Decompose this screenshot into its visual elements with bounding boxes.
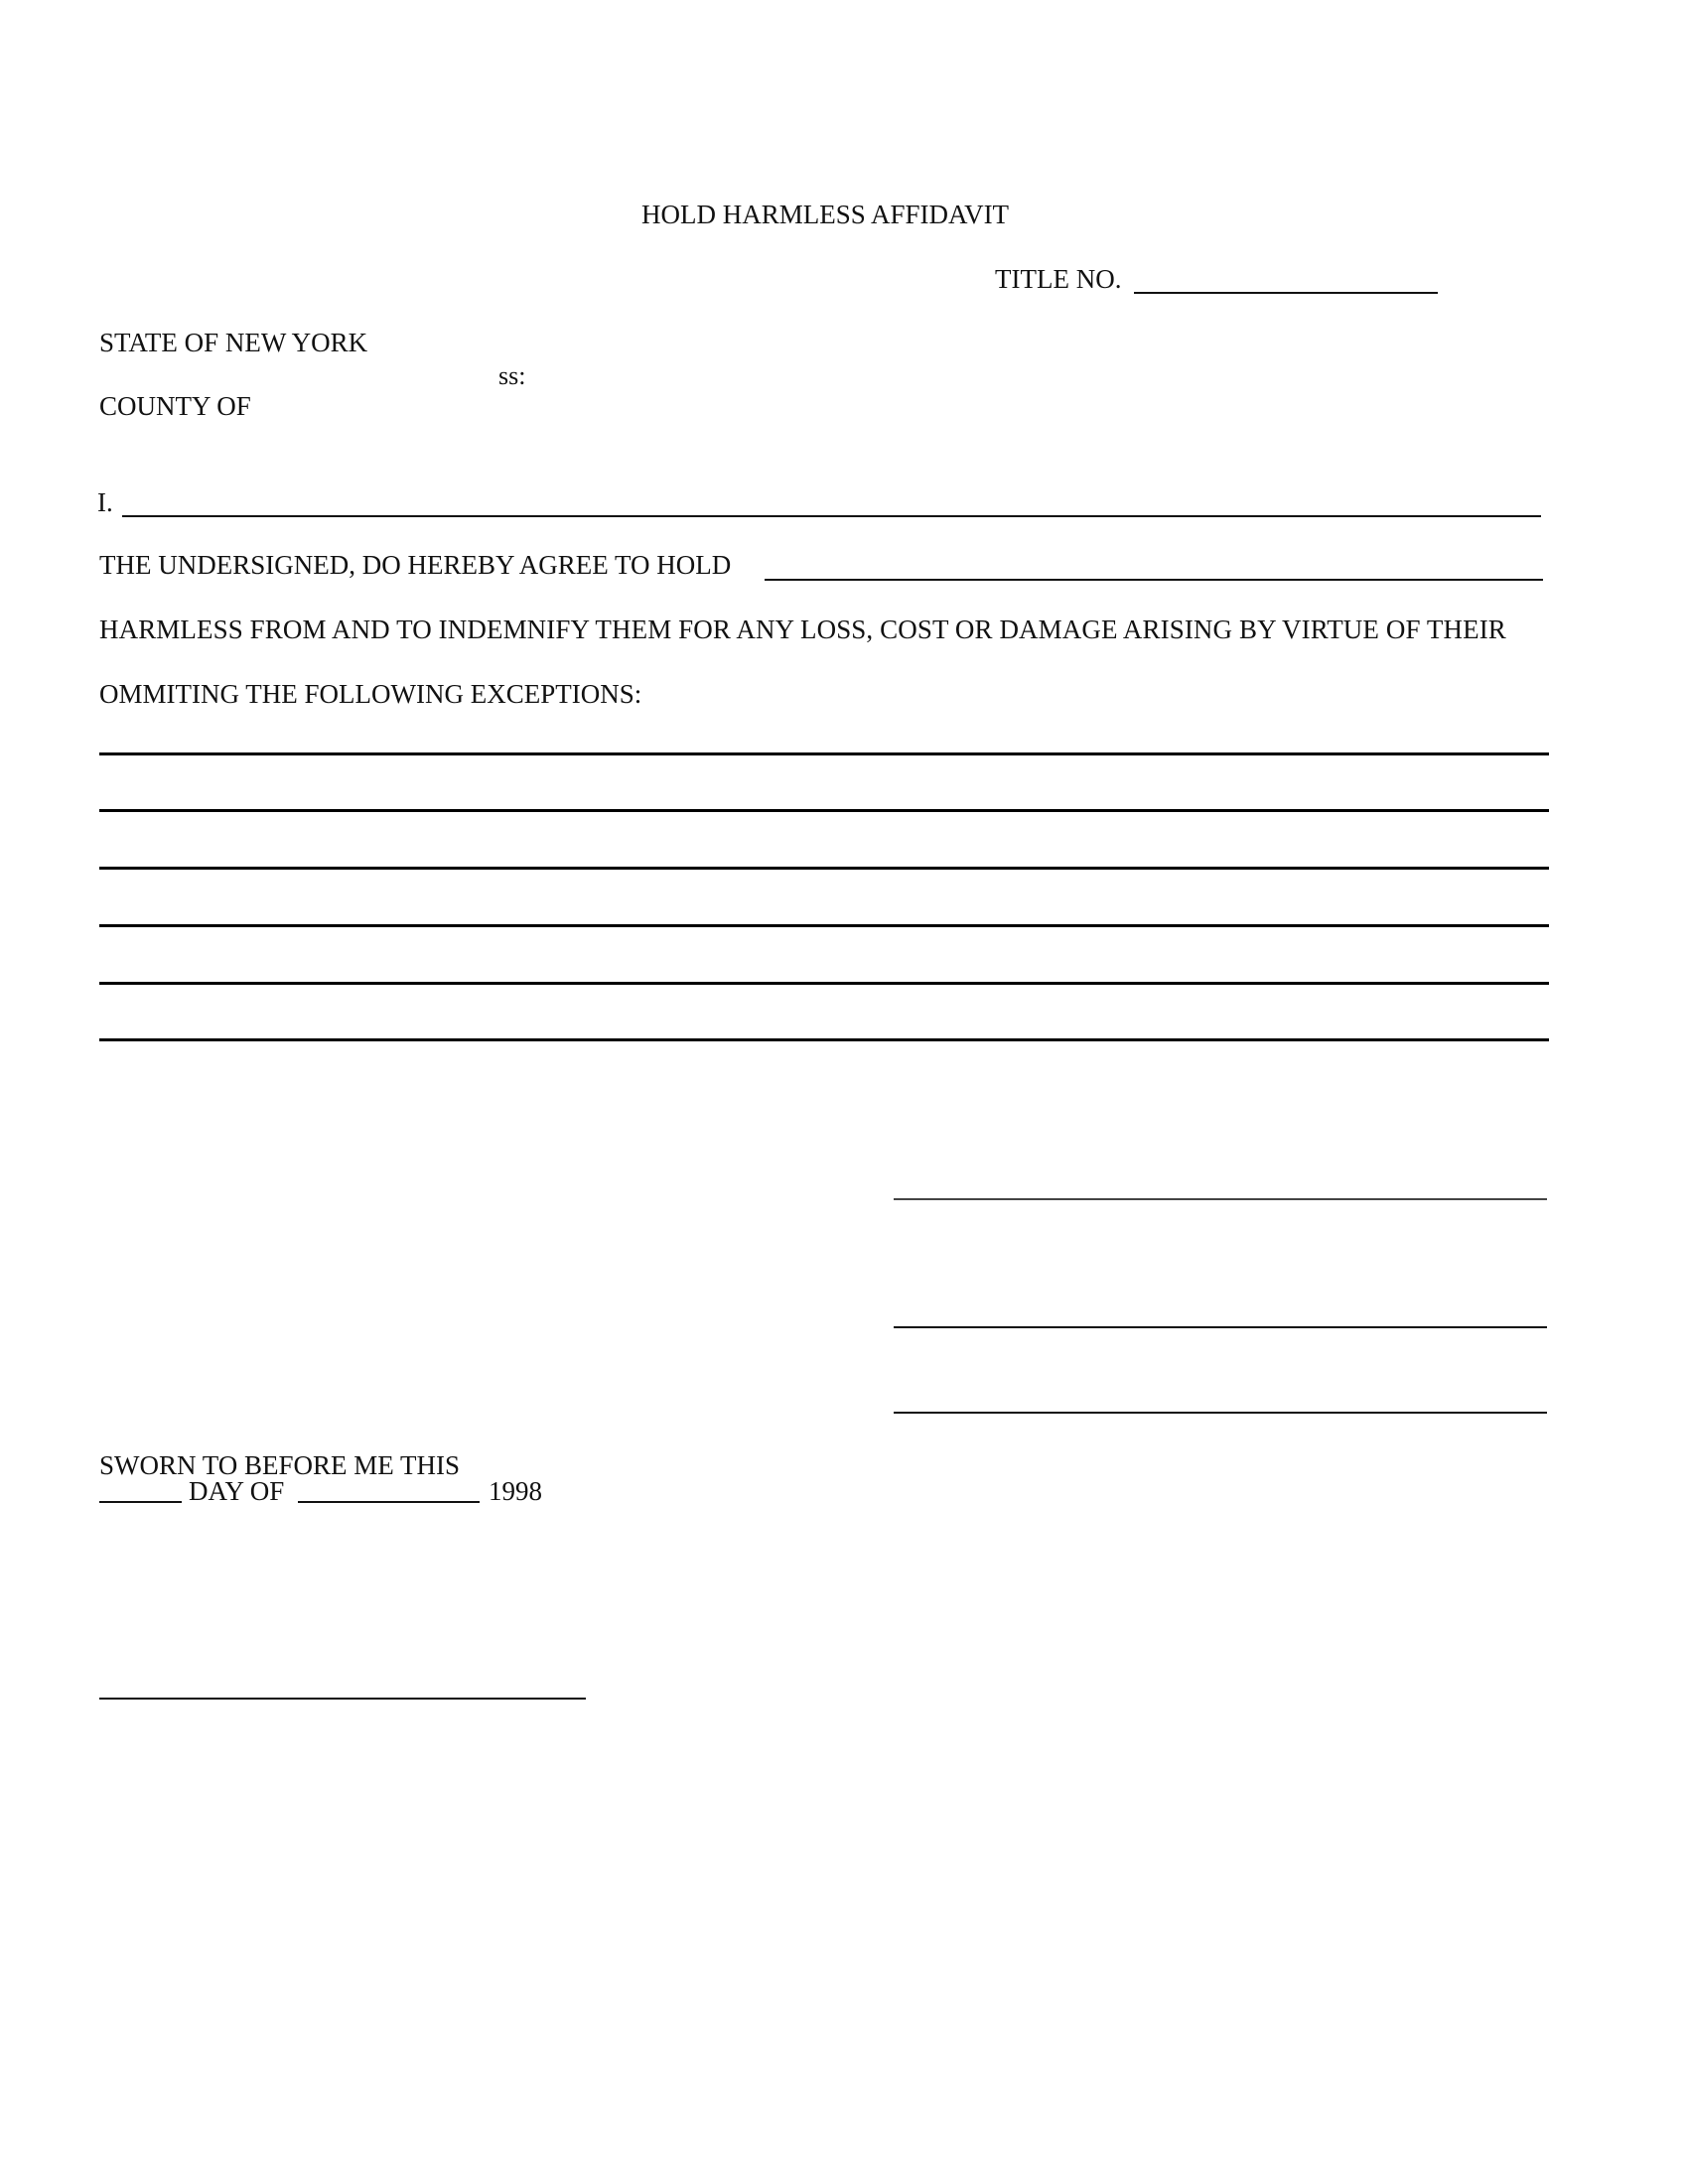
signature-line-3[interactable] xyxy=(894,1412,1547,1414)
agree-to-hold-text: THE UNDERSIGNED, DO HEREBY AGREE TO HOLD xyxy=(99,550,732,580)
indemnified-party-field[interactable] xyxy=(765,579,1543,581)
jurat-year: 1998 xyxy=(489,1476,542,1506)
exception-line-1[interactable] xyxy=(99,752,1549,755)
state-label: STATE OF NEW YORK xyxy=(99,328,368,357)
ss-label: ss: xyxy=(498,361,526,390)
affiant-name-field[interactable] xyxy=(122,515,1541,517)
signature-line-1[interactable] xyxy=(894,1198,1547,1200)
exception-line-4[interactable] xyxy=(99,924,1549,927)
notary-signature-line[interactable] xyxy=(99,1698,586,1700)
day-of-label: DAY OF xyxy=(189,1476,285,1506)
line-i-prefix: I. xyxy=(97,487,113,517)
exception-line-3[interactable] xyxy=(99,867,1549,870)
signature-line-2[interactable] xyxy=(894,1326,1547,1328)
exception-line-5[interactable] xyxy=(99,982,1549,985)
county-label: COUNTY OF xyxy=(99,391,251,421)
title-no-label: TITLE NO. xyxy=(995,264,1122,294)
exception-line-6[interactable] xyxy=(99,1038,1549,1041)
document-title: HOLD HARMLESS AFFIDAVIT xyxy=(641,200,1010,229)
exceptions-heading: OMMITING THE FOLLOWING EXCEPTIONS: xyxy=(99,679,642,709)
indemnify-clause: HARMLESS FROM AND TO INDEMNIFY THEM FOR ANY LOSS, COST OR DAMAGE ARISING BY VIRTUE OF THEIR xyxy=(99,614,1506,644)
jurat-month-field[interactable] xyxy=(298,1501,480,1503)
sworn-text: SWORN TO BEFORE ME THIS xyxy=(99,1450,461,1480)
jurat-day-field[interactable] xyxy=(99,1501,182,1503)
title-no-field[interactable] xyxy=(1134,292,1438,294)
exception-line-2[interactable] xyxy=(99,809,1549,812)
